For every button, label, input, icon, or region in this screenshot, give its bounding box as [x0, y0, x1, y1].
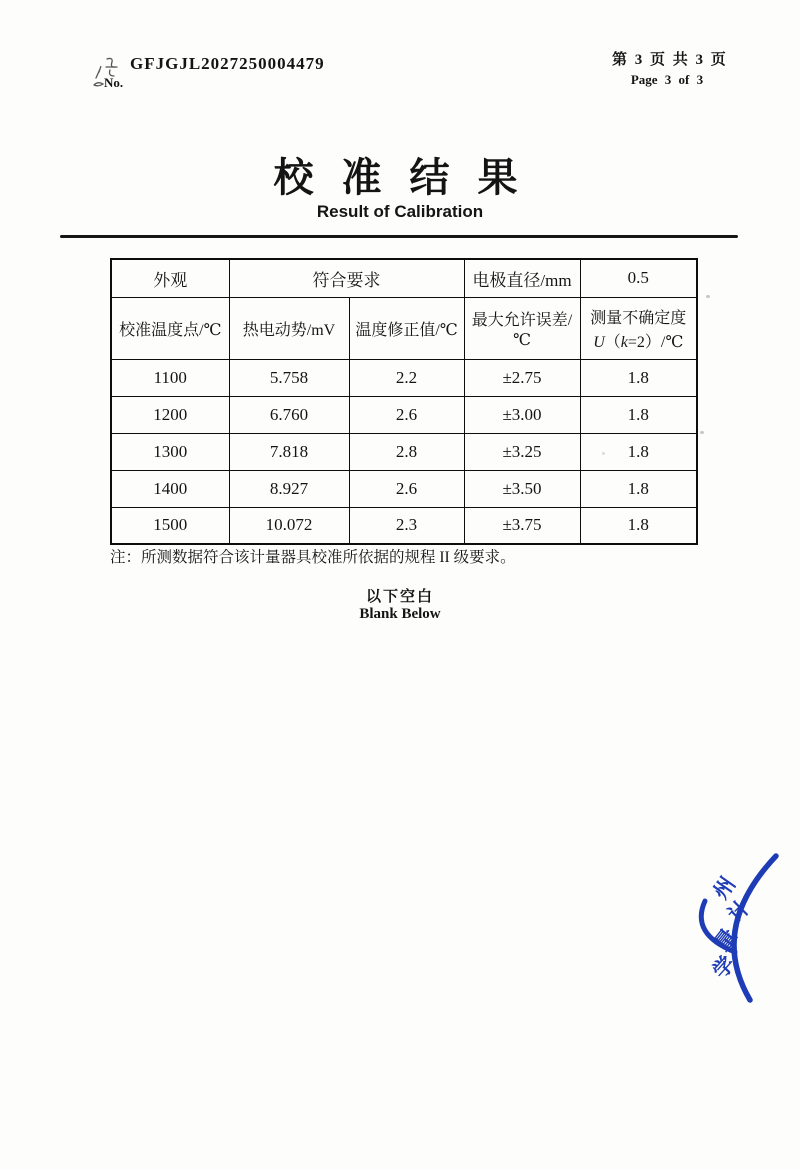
scan-speck [700, 431, 704, 434]
cell-correction: 2.2 [349, 359, 464, 396]
table-row [111, 396, 697, 433]
cell-uncertainty: 1.8 [580, 359, 697, 396]
official-seal-partial [688, 848, 800, 1008]
note-text: 注：所测数据符合该计量器具校准所依据的规程 II 级要求。 [110, 549, 516, 566]
col-header-emf: 热电动势/mV [229, 297, 349, 359]
table-header-row [111, 297, 697, 359]
cell-mpe: ±3.00 [464, 396, 580, 433]
uncertainty-line2: U（k=2）/℃ [593, 333, 684, 351]
svg-text:学: 学 [707, 951, 740, 984]
cell-appearance-value: 符合要求 [229, 259, 464, 297]
cell-correction: 2.6 [349, 470, 464, 507]
title-divider [60, 235, 738, 238]
svg-text:计: 计 [723, 895, 755, 927]
cell-diameter-value: 0.5 [580, 259, 697, 297]
certificate-number: GFJGJL2027250004479 [130, 54, 325, 73]
cell-mpe: ±3.75 [464, 507, 580, 544]
page-title-cn: 校 准 结 果 [273, 155, 527, 200]
uncertainty-line1: 测量不确定度 [590, 309, 687, 327]
cell-temp: 1200 [111, 396, 229, 433]
page-number-en: Page 3 of 3 [630, 72, 704, 87]
page-info [612, 48, 728, 88]
cell-temp: 1100 [111, 359, 229, 396]
blank-below-cn: 以下空白 [365, 589, 434, 605]
cell-uncertainty: 1.8 [580, 507, 697, 544]
col-header-uncertainty [580, 297, 697, 359]
cell-emf: 10.072 [229, 507, 349, 544]
col-header-mpe: 最大允许误差/℃ [464, 297, 580, 359]
cell-correction: 2.3 [349, 507, 464, 544]
page-number-cn: 第 3 页 共 3 页 [612, 52, 728, 68]
cell-uncertainty: 1.8 [580, 396, 697, 433]
svg-text:州: 州 [708, 872, 741, 904]
cell-emf: 6.760 [229, 396, 349, 433]
col-header-correction: 温度修正值/℃ [349, 297, 464, 359]
col-header-temp-point: 校准温度点/℃ [111, 297, 229, 359]
cell-uncertainty: 1.8 [580, 470, 697, 507]
table-row-appearance [111, 259, 697, 297]
cell-correction: 2.6 [349, 396, 464, 433]
table-row [111, 359, 697, 396]
cell-uncertainty: 1.8 [580, 433, 697, 470]
scan-speck [706, 295, 710, 298]
cell-correction: 2.8 [349, 433, 464, 470]
cell-mpe: ±3.50 [464, 470, 580, 507]
cell-diameter-label: 电极直径/mm [464, 259, 580, 297]
no-label: No. [104, 75, 124, 90]
table-row [111, 470, 697, 507]
cell-appearance-label: 外观 [111, 259, 229, 297]
cell-emf: 5.758 [229, 359, 349, 396]
cell-mpe: ±3.25 [464, 433, 580, 470]
blank-below-en: Blank Below [359, 606, 441, 622]
table-row [111, 507, 697, 544]
svg-text:量: 量 [709, 924, 742, 956]
scan-speck [602, 452, 605, 455]
table-row [111, 433, 697, 470]
page-title-en: Result of Calibration [316, 202, 484, 221]
cell-temp: 1400 [111, 470, 229, 507]
cell-emf: 8.927 [229, 470, 349, 507]
cell-temp: 1500 [111, 507, 229, 544]
cell-mpe: ±2.75 [464, 359, 580, 396]
cell-emf: 7.818 [229, 433, 349, 470]
calibration-result-table [110, 258, 698, 545]
cell-temp: 1300 [111, 433, 229, 470]
seal-icon [688, 848, 800, 1008]
